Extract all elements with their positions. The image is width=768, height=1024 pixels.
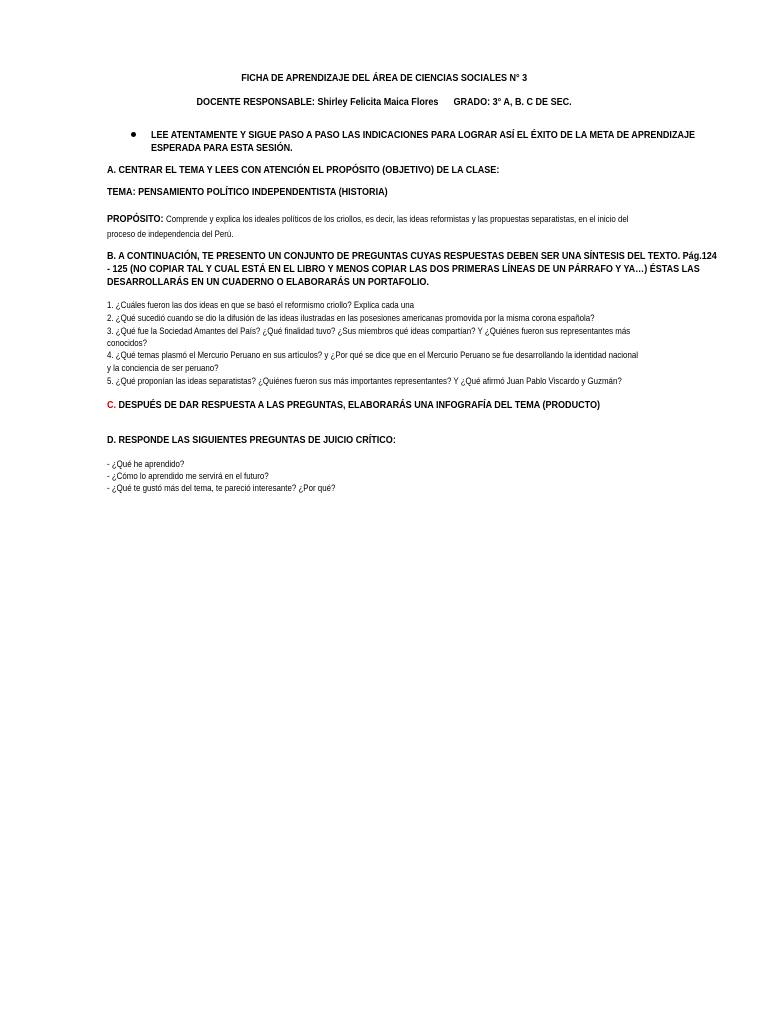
- instruction-line-1: LEE ATENTAMENTE Y SIGUE PASO A PASO LAS INDICACIONES PARA LOGRAR ASÍ EL ÉXITO DE LA META DE APRENDIZAJE: [151, 129, 696, 141]
- docente-name: Shirley Felicita Maica Flores: [317, 96, 439, 108]
- grado-label: GRADO: 3° A, B. C DE SEC.: [453, 96, 572, 108]
- question-line: 2. ¿Qué sucedió cuando se dio la difusión de las ideas ilustradas en las posesiones americanas promovida por la misma corona española?: [107, 313, 595, 323]
- proposito-line-2: proceso de independencia del Perú.: [107, 229, 234, 239]
- section-a-heading: A. CENTRAR EL TEMA Y LEES CON ATENCIÓN EL PROPÓSITO (OBJETIVO) DE LA CLASE:: [107, 164, 500, 176]
- question-line: 1. ¿Cuáles fueron las dos ideas en que se basó el reformismo criollo? Explica cada una: [107, 300, 415, 310]
- reflection-item: - ¿Qué he aprendido?: [107, 459, 185, 469]
- proposito-label: PROPÓSITO:: [107, 213, 164, 225]
- question-line: y la conciencia de ser peruano?: [107, 363, 219, 373]
- document-title: FICHA DE APRENDIZAJE DEL ÁREA DE CIENCIAS SOCIALES N° 3: [241, 72, 527, 84]
- section-b-line-3: DESARROLLARÁS EN UN CUADERNO O ELABORARÁS UN PORTAFOLIO.: [107, 276, 429, 288]
- section-b-line-2: - 125 (NO COPIAR TAL Y CUAL ESTÁ EN EL LIBRO Y MENOS COPIAR LAS DOS PRIMERAS LÍNEAS DE UN PÁRRAFO Y YA…) ÉSTAS LAS: [107, 263, 700, 275]
- section-c-line: [107, 399, 680, 412]
- reflection-item: - ¿Cómo lo aprendido me servirá en el futuro?: [107, 471, 269, 481]
- question-line: 3. ¿Qué fue la Sociedad Amantes del País? ¿Qué finalidad tuvo? ¿Sus miembros qué ideas compartían? Y ¿Quiénes fueron sus representantes más: [107, 326, 631, 336]
- question-line: 5. ¿Qué proponían las ideas separatistas? ¿Quiénes fueron sus más importantes representantes? Y ¿Qué afirmó Juan Pablo Viscardo y Guzmán?: [107, 376, 622, 386]
- proposito-line-1: [107, 213, 713, 226]
- section-b-line-1: B. A CONTINUACIÓN, TE PRESENTO UN CONJUNTO DE PREGUNTAS CUYAS RESPUESTAS DEBEN SER UNA SÍNTESIS DEL TEXTO. Pág.124: [107, 250, 717, 262]
- section-c-text: DESPUÉS DE DAR RESPUESTA A LAS PREGUNTAS, ELABORARÁS UNA INFOGRAFÍA DEL TEMA (PRODUCTO): [116, 399, 600, 411]
- docente-line: [0, 96, 768, 109]
- section-d-heading: D. RESPONDE LAS SIGUIENTES PREGUNTAS DE JUICIO CRÍTICO:: [107, 434, 396, 446]
- proposito-text-1: Comprende y explica los ideales políticos de los criollos, es decir, las ideas reformistas y las propuestas separatistas, en el inicio del: [166, 214, 629, 224]
- question-line: conocidos?: [107, 338, 147, 348]
- bullet-icon: [131, 132, 136, 137]
- tema-line: TEMA: PENSAMIENTO POLÍTICO INDEPENDENTISTA (HISTORIA): [107, 186, 388, 198]
- question-line: 4. ¿Qué temas plasmó el Mercurio Peruano en sus artículos? y ¿Por qué se dice que en el Mercurio Peruano se fue desarrollando la identidad nacional: [107, 350, 639, 360]
- section-c-letter: C.: [107, 399, 117, 411]
- reflection-item: - ¿Qué te gustó más del tema, te pareció interesante? ¿Por qué?: [107, 483, 336, 493]
- docente-label: DOCENTE RESPONSABLE:: [196, 96, 315, 108]
- instruction-line-2: ESPERADA PARA ESTA SESIÓN.: [151, 142, 293, 154]
